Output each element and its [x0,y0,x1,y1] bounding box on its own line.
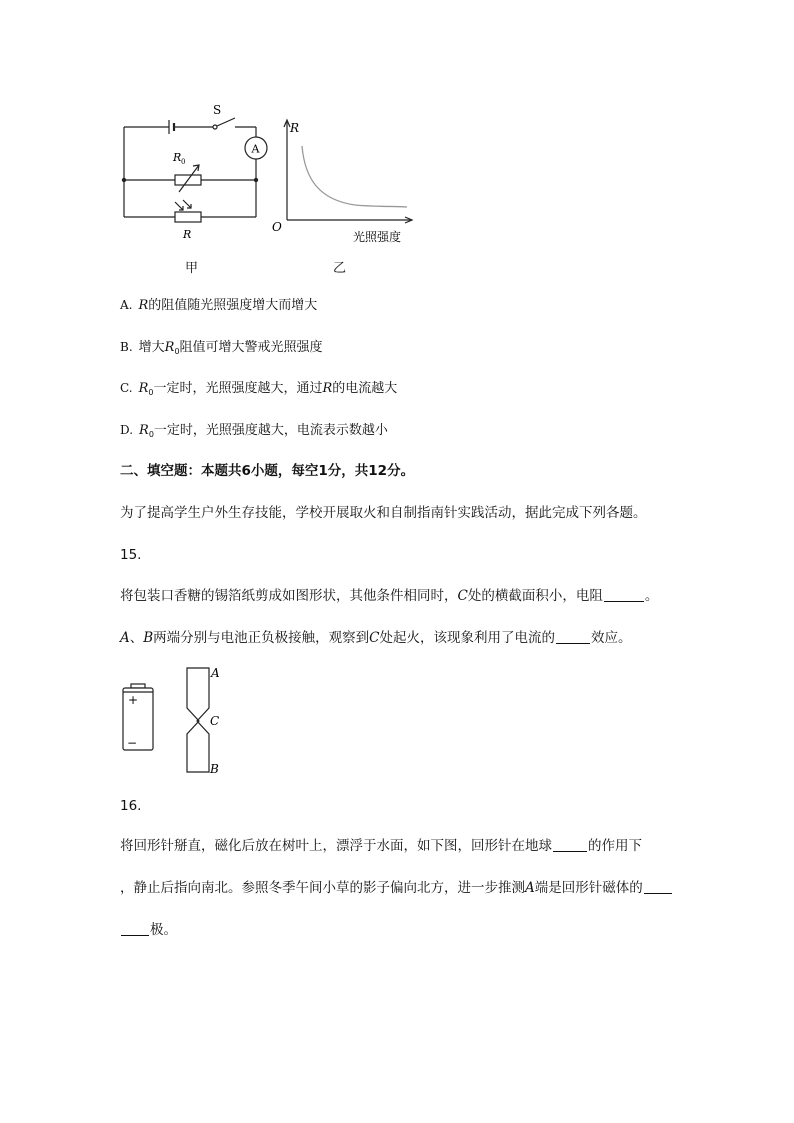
light-arrow-2 [183,200,191,208]
q16-blank-1[interactable] [553,839,587,852]
option-a: A. R的阻值随光照强度增大而增大 [120,298,318,313]
circuit-and-graph-figure [115,100,425,280]
q16-line3: 极。 [120,920,177,940]
junction-right [254,178,258,182]
switch-blade [217,118,235,126]
graph-y-label: R [290,121,300,135]
q16-line2: ，静止后指向南北。参照冬季午间小草的影子偏向北方，进一步推测A端是回形针磁体的 [120,878,673,898]
option-b: B. 增大$R_0$阻值可增大警戒光照强度 [120,340,323,356]
photoresistor [175,212,201,222]
q15-line1: 将包装口香糖的锡箔纸剪成如图形状，其他条件相同时，C处的横截面积小，电阻 。 [120,588,659,604]
tin-foil-strip [187,668,209,772]
q15-blank-1[interactable] [604,589,644,602]
battery-plus: + [128,693,139,707]
foil-label-c: C [210,714,220,728]
battery-foil-figure [115,662,235,777]
light-arrow-1 [175,202,183,210]
foil-label-b: B [210,762,219,776]
resistance-curve [302,146,407,207]
battery-minus: − [127,736,138,750]
caption-right: 乙 [333,261,347,276]
q15-blank-2[interactable] [556,631,590,644]
q16-blank-2-continued[interactable] [121,923,149,936]
caption-left: 甲 [185,261,199,276]
section-title: 二、填空题：本题共6小题，每空1分，共12分。 [120,463,415,479]
switch-label: S [213,103,222,117]
option-c: C. $R_0$一定时，光照强度越大，通过R的电流越大 [120,381,398,397]
q16-blank-2[interactable] [644,881,672,894]
circuit-diagram [124,118,267,222]
q16-line1: 将回形针掰直，磁化后放在树叶上，漂浮于水面，如下图，回形针在地球 的作用下 [120,838,642,854]
switch-pivot [213,125,217,129]
option-d: D. $R_0$一定时，光照强度越大，电流表示数越小 [120,423,388,439]
graph-origin-label: O [272,220,282,234]
r-label: R [183,228,192,241]
ammeter-label: A [251,142,260,156]
q15-number: 15. [120,547,142,563]
q16-number: 16. [120,798,142,814]
r0-subscript: 0 [181,158,186,166]
q15-line2: A、B两端分别与电池正负极接触，观察到C处起火，该现象利用了电流的 效应。 [120,630,632,646]
graph-axes [284,120,412,223]
r0-label: R [173,151,182,164]
junction-left [122,178,126,182]
graph-x-label: 光照强度 [353,230,402,244]
section-intro: 为了提高学生户外生存技能，学校开展取火和自制指南针实践活动，据此完成下列各题。 [120,505,647,521]
foil-label-a: A [211,666,220,680]
